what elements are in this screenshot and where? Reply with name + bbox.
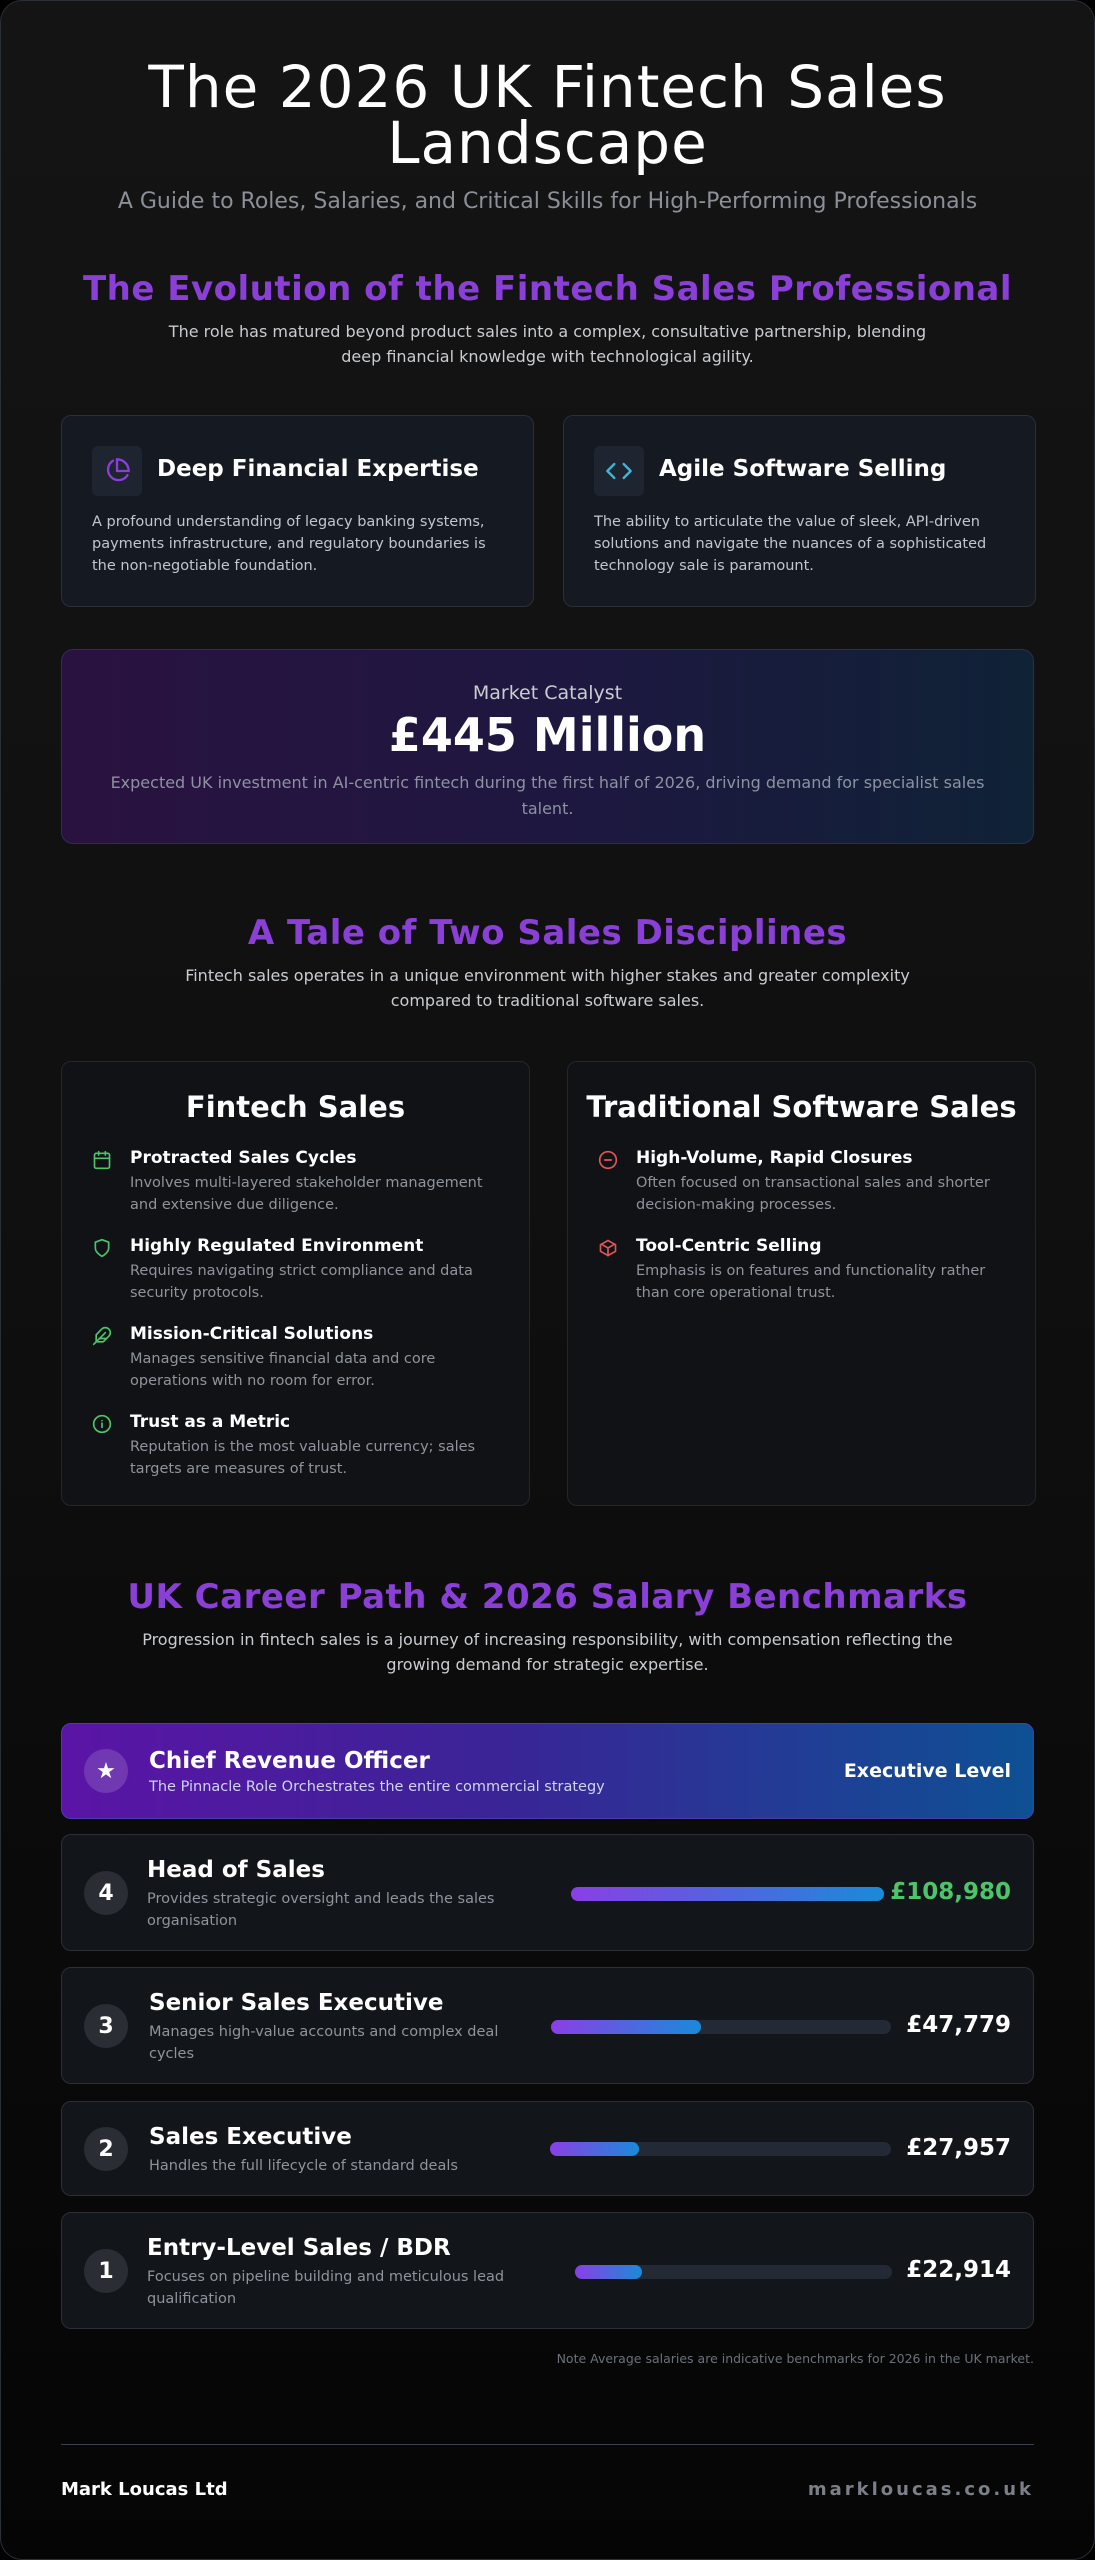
card-title: Deep Financial Expertise	[157, 456, 479, 482]
feature-text: Emphasis is on features and functionality rather than core operational trust.	[636, 1263, 986, 1301]
traditional-sales-panel	[567, 1061, 1036, 1506]
salary-note: Note Average salaries are indicative benchmarks for 2026 in the UK market.	[556, 2351, 1034, 2366]
feature-item	[598, 1236, 1005, 1304]
card-title: Agile Software Selling	[659, 456, 947, 482]
career-level-1	[61, 2212, 1034, 2329]
feature-text: Often focused on transactional sales and shorter decision-making processes.	[636, 1175, 990, 1213]
evolution-description: The role has matured beyond product sales into a complex, consultative partnership, blending deep financial knowledge with technological agility.	[168, 322, 927, 366]
cro-level: Executive Level	[843, 1760, 1011, 1782]
minus-circle-icon	[598, 1150, 618, 1170]
catalyst-description: Expected UK investment in AI-centric fintech during the first half of 2026, driving demand for specialist sales talent.	[110, 773, 985, 818]
salary-bar-fill	[571, 1887, 884, 1901]
feature-title: Tool-Centric Selling	[636, 1236, 822, 1256]
code-icon	[594, 446, 644, 496]
level-title: Sales Executive	[149, 2124, 352, 2150]
feature-title: High-Volume, Rapid Closures	[636, 1148, 913, 1168]
career-level-2	[61, 2101, 1034, 2196]
info-icon	[92, 1414, 112, 1434]
feature-text: Reputation is the most valuable currency; sales targets are measures of trust.	[130, 1439, 476, 1477]
level-text: Handles the full lifecycle of standard deals	[149, 2158, 458, 2174]
feature-item	[598, 1148, 1005, 1216]
feather-icon	[92, 1326, 112, 1346]
salary-bar	[571, 1887, 884, 1901]
salary-bar	[551, 2020, 891, 2034]
salary-bar-fill	[575, 2265, 642, 2279]
level-title: Entry-Level Sales / BDR	[147, 2235, 451, 2261]
cube-icon	[598, 1238, 618, 1258]
catalyst-label: Market Catalyst	[472, 682, 623, 704]
star-icon: ★	[84, 1749, 128, 1793]
page-subtitle: A Guide to Roles, Salaries, and Critical Skills for High-Performing Professionals	[117, 189, 978, 214]
fintech-sales-panel	[61, 1061, 530, 1506]
level-number: 3	[84, 2004, 128, 2048]
page-title: The 2026 UK Fintech Sales Landscape	[148, 53, 947, 177]
footer-divider	[61, 2444, 1034, 2445]
salary-bar	[575, 2265, 892, 2279]
level-text: Manages high-value accounts and complex deal cycles	[149, 2024, 499, 2062]
catalyst-value: £445 Million	[388, 708, 707, 762]
calendar-icon	[92, 1150, 112, 1170]
career-level-3	[61, 1967, 1034, 2084]
feature-title: Trust as a Metric	[130, 1412, 291, 1432]
feature-item	[92, 1236, 499, 1304]
feature-title: Highly Regulated Environment	[130, 1236, 424, 1256]
cro-banner	[61, 1723, 1034, 1819]
salary-value: £108,980	[890, 1879, 1011, 1905]
footer-website-link[interactable]: markloucas.co.uk	[807, 2479, 1034, 2500]
level-number: 1	[84, 2249, 128, 2293]
disciplines-description: Fintech sales operates in a unique environment with higher stakes and greater complexity compared to traditional software sales.	[185, 966, 910, 1010]
level-text: Focuses on pipeline building and meticulous lead qualification	[147, 2269, 505, 2307]
feature-title: Protracted Sales Cycles	[130, 1148, 357, 1168]
feature-item	[92, 1148, 499, 1216]
card-financial-expertise	[61, 415, 534, 607]
disciplines-title: A Tale of Two Sales Disciplines	[247, 913, 848, 953]
card-software-selling	[563, 415, 1036, 607]
feature-text: Requires navigating strict compliance and data security protocols.	[130, 1263, 473, 1301]
market-catalyst-panel	[61, 649, 1034, 844]
salary-bar-fill	[551, 2020, 701, 2034]
pie-chart-icon	[92, 446, 142, 496]
level-text: Provides strategic oversight and leads the sales organisation	[147, 1891, 495, 1929]
salary-value: £27,957	[906, 2135, 1011, 2161]
level-number: 2	[84, 2127, 128, 2171]
cro-text: The Pinnacle Role Orchestrates the entire commercial strategy	[149, 1779, 605, 1795]
card-text: The ability to articulate the value of sleek, API-driven solutions and navigate the nuances of a sophisticated technology sale is paramount.	[594, 514, 987, 574]
footer-company: Mark Loucas Ltd	[61, 2479, 228, 2500]
salary-bar	[550, 2142, 891, 2156]
feature-text: Manages sensitive financial data and core operations with no room for error.	[130, 1351, 436, 1389]
career-description: Progression in fintech sales is a journey of increasing responsibility, with compensation reflecting the growing demand for strategic expertise.	[142, 1630, 953, 1674]
level-number: 4	[84, 1871, 128, 1915]
salary-bar-fill	[550, 2142, 639, 2156]
level-title: Head of Sales	[147, 1857, 325, 1883]
level-title: Senior Sales Executive	[149, 1990, 444, 2016]
evolution-title: The Evolution of the Fintech Sales Professional	[82, 269, 1013, 309]
panel-title: Traditional Software Sales	[586, 1090, 1017, 1124]
feature-item	[92, 1324, 499, 1392]
feature-title: Mission-Critical Solutions	[130, 1324, 374, 1344]
cro-title: Chief Revenue Officer	[149, 1748, 430, 1774]
salary-value: £22,914	[906, 2257, 1011, 2283]
card-text: A profound understanding of legacy banking systems, payments infrastructure, and regulatory boundaries is the non-negotiable foundation.	[92, 514, 486, 574]
panel-title: Fintech Sales	[185, 1090, 406, 1124]
shield-icon	[92, 1238, 112, 1258]
feature-item	[92, 1412, 499, 1480]
feature-text: Involves multi-layered stakeholder management and extensive due diligence.	[130, 1175, 483, 1213]
career-level-4	[61, 1834, 1034, 1951]
career-title: UK Career Path & 2026 Salary Benchmarks	[127, 1577, 968, 1617]
salary-value: £47,779	[906, 2012, 1011, 2038]
